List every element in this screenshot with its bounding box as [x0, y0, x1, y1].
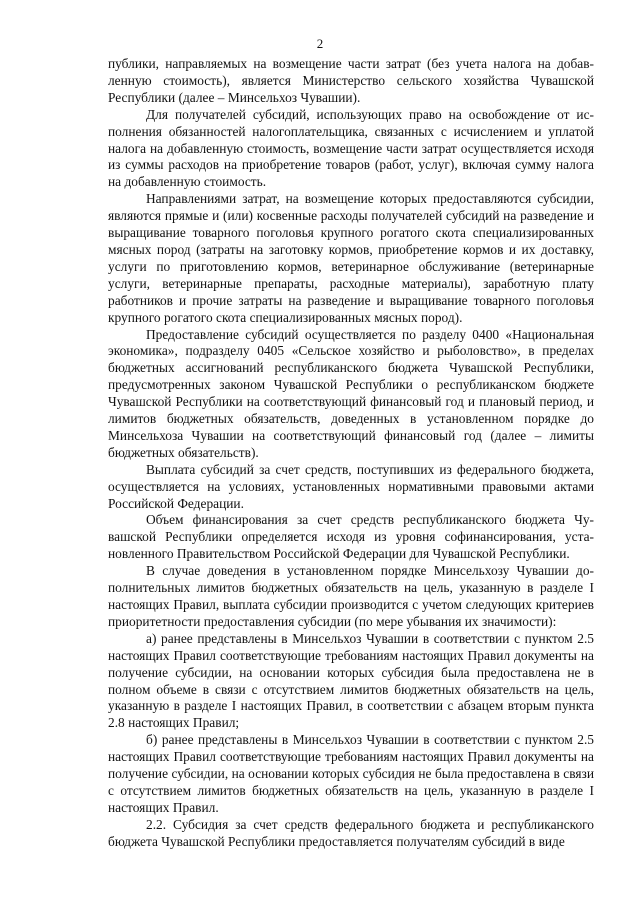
- paragraph-federal-payment: Выплата субсидий за счет средств, поступивших из федерального бюджета, осуществляется на условиях, установленных нормативными правовыми актами Российской Федерации.: [108, 461, 594, 511]
- paragraph-budget-section: Предоставление субсидий осуществляется по разделу 0400 «Национальная экономика», подразделу 0405 «Сельское хозяйство и рыболовство», в пределах бюджетных ассигнований республиканского бюджета Чувашской Республики, предусмотренных законом Чувашской Республики о республиканском бюджете Чувашской Республики на соответствующий финансовый год и плановый период, и лимитов бюджетных обязательств, доведенных в установленном порядке до Минсельхоза Чувашии на соответствующий финансовый год (далее – лимиты бюджетных обязательств).: [108, 326, 594, 460]
- paragraph-section-2-2: 2.2. Субсидия за счет средств федерального бюджета и республиканского бюджета Чувашской Республики предоставляется получателям субсидий в виде: [108, 816, 594, 849]
- list-item-a: а) ранее представлены в Минсельхоз Чувашии в соответствии с пунктом 2.5 настоящих Правил соответствующие требованиям настоящих Правил документы на получение субсидии, на основании которых субсидия была предоставлена не в полном объеме в связи с отсутствием лимитов бюджетных обязательств на цель, указанную в разделе I настоящих Правил, в соответствии с абзацем вторым пункта 2.8 настоящих Правил;: [108, 630, 594, 731]
- paragraph-funding-volume: Объем финансирования за счет средств республиканского бюджета Чувашской Республики определяется исходя из уровня софинансирования, установленного Правительством Российской Федерации для Чувашской Республики.: [108, 512, 594, 562]
- paragraph-priority-criteria: В случае доведения в установленном порядке Минсельхозу Чувашии дополнительных лимитов бюджетных обязательств на цель, указанную в разделе I настоящих Правил, выплата субсидии производится с учетом следующих критериев приоритетности предоставления субсидии (по мере убывания их значимости):: [108, 563, 594, 629]
- paragraph-vat-exemption: Для получателей субсидий, использующих право на освобождение от исполнения обязанностей налогоплательщика, связанных с исчислением и уплатой налога на добавленную стоимость, возмещение части затрат осуществляется исходя из суммы расходов на приобретение товаров (работ, услуг), включая сумму налога на добавленную стоимость.: [108, 106, 594, 190]
- paragraph-continuation: публики, направляемых на возмещение части затрат (без учета налога на добавленную стоимость), является Министерство сельского хозяйства Чувашской Республики (далее – Минсельхоз Чувашии).: [108, 56, 594, 105]
- paragraph-cost-directions: Направлениями затрат, на возмещение которых предоставляются субсидии, являются прямые и (или) косвенные расходы получателей субсидий на разведение и выращивание товарного поголовья крупного рогатого скота специализированных мясных пород (затраты на заготовку кормов, приобретение кормов и их доставку, услуги по приготовлению кормов, ветеринарное обслуживание (ветеринарные услуги, ветеринарные препараты, расходные материалы), заработную плату работников и прочие затраты на разведение и выращивание товарного поголовья крупного рогатого скота специализированных мясных пород).: [108, 191, 594, 325]
- document-body: [108, 56, 594, 851]
- page-number: 2: [316, 36, 324, 51]
- list-item-b: б) ранее представлены в Минсельхоз Чувашии в соответствии с пунктом 2.5 настоящих Правил соответствующие требованиям настоящих Правил документы на получение субсидии, на основании которых субсидия не была предоставлена в связи с отсутствием лимитов бюджетных обязательств на цель, указанную в разделе I настоящих Правил.: [108, 732, 594, 815]
